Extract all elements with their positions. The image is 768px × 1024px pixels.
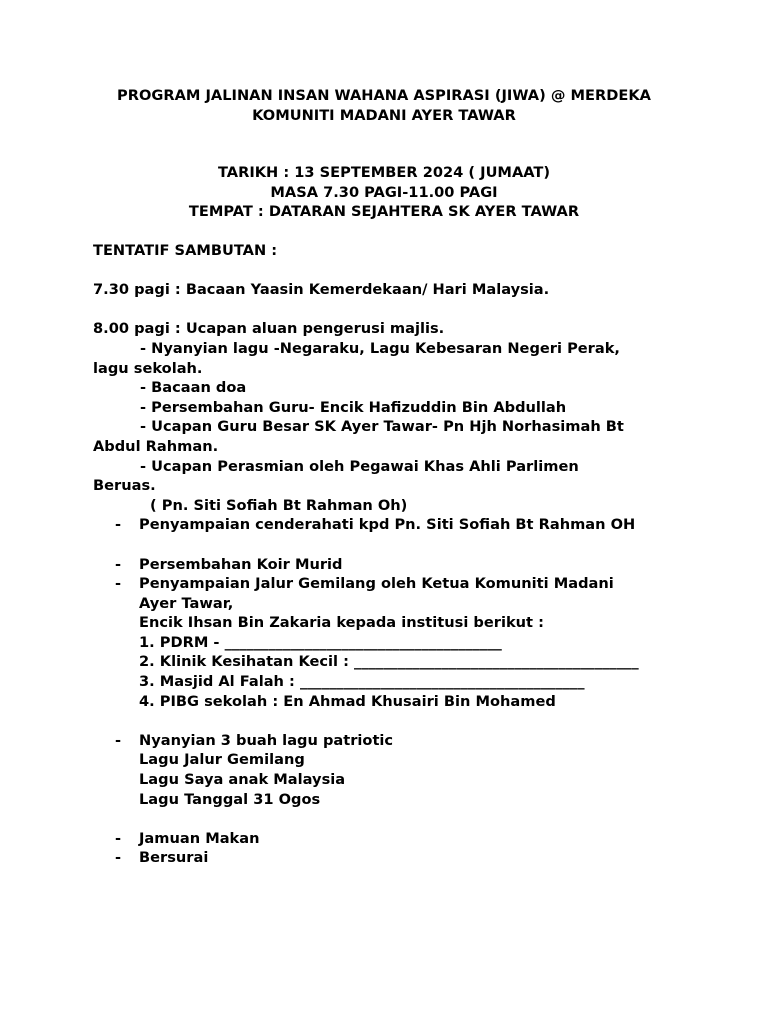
program-item-730: 7.30 pagi : Bacaan Yaasin Kemerdekaan/ Hari Malaysia.: [93, 281, 550, 299]
list-item-koir: [93, 555, 693, 575]
spacer: [93, 711, 693, 731]
bullet-dash: -: [115, 516, 122, 534]
sub-item-anthem: - Nyanyian lagu -Negaraku, Lagu Kebesaran Negeri Perak,: [140, 339, 620, 357]
event-venue: TEMPAT : DATARAN SEJAHTERA SK AYER TAWAR: [188, 203, 580, 221]
spacer: [93, 535, 693, 555]
spacer: [93, 261, 693, 281]
song-saya-anak-malaysia: Lagu Saya anak Malaysia: [139, 771, 346, 789]
institution-pdrm: 1. PDRM - ______________________________________: [139, 633, 502, 651]
event-date: TARIKH : 13 SEPTEMBER 2024 ( JUMAAT): [217, 164, 551, 181]
list-item-text: Penyampaian Jalur Gemilang oleh Ketua Komuniti Madani: [139, 575, 614, 593]
program-body: [93, 241, 693, 868]
document-title: [0, 86, 768, 125]
bullet-dash: -: [115, 829, 122, 847]
list-item-jalur-gemilang: [93, 574, 693, 594]
list-item-text: Penyampaian cenderahati kpd Pn. Siti Sofiah Bt Rahman OH: [139, 516, 636, 534]
institution-pibg: 4. PIBG sekolah : En Ahmad Khusairi Bin Mohamed: [139, 692, 556, 710]
event-details: [0, 163, 768, 222]
institution-klinik: 2. Klinik Kesihatan Kecil : _______________________________________: [139, 653, 639, 671]
sub-item-guru-besar: - Ucapan Guru Besar SK Ayer Tawar- Pn Hjh Norhasimah Bt: [140, 418, 624, 436]
bullet-dash: -: [115, 849, 122, 867]
list-item-cenderahati: [93, 515, 693, 535]
bullet-dash: -: [115, 731, 122, 749]
spacer: [93, 300, 693, 320]
sub-item-anthem-cont: lagu sekolah.: [93, 359, 203, 377]
event-time: MASA 7.30 PAGI-11.00 PAGI: [270, 183, 498, 201]
sub-item-guru-besar-cont: Abdul Rahman.: [93, 437, 219, 455]
list-item-nyanyian: [93, 731, 693, 751]
list-item-bersurai: [93, 848, 693, 868]
list-item-text: Persembahan Koir Murid: [139, 555, 343, 573]
program-item-800: 8.00 pagi : Ucapan aluan pengerusi majlis.: [93, 320, 445, 338]
title-line-1: PROGRAM JALINAN INSAN WAHANA ASPIRASI (JIWA) @ MERDEKA: [117, 87, 651, 104]
bullet-dash: -: [115, 555, 122, 573]
title-line-2: KOMUNITI MADANI AYER TAWAR: [252, 106, 516, 124]
list-item-text: Nyanyian 3 buah lagu patriotic: [139, 731, 394, 749]
list-item-jamuan: [93, 829, 693, 849]
institution-masjid: 3. Masjid Al Falah : _______________________________________: [139, 673, 585, 691]
bullet-dash: -: [115, 575, 122, 593]
song-jalur-gemilang: Lagu Jalur Gemilang: [139, 751, 305, 769]
song-tanggal-31-ogos: Lagu Tanggal 31 Ogos: [139, 790, 321, 808]
sub-item-perasmian-cont: Beruas.: [93, 477, 156, 495]
program-heading: TENTATIF SAMBUTAN :: [93, 242, 278, 259]
list-item-text: Jamuan Makan: [139, 829, 260, 847]
sub-item-perasmian-name: ( Pn. Siti Sofiah Bt Rahman Oh): [150, 496, 408, 514]
list-item-text: Bersurai: [139, 849, 209, 867]
spacer: [93, 809, 693, 829]
list-item-cont: Encik Ihsan Bin Zakaria kepada institusi berikut :: [139, 614, 544, 632]
sub-item-doa: - Bacaan doa: [140, 379, 247, 397]
sub-item-guru: - Persembahan Guru- Encik Hafizuddin Bin Abdullah: [140, 398, 567, 416]
list-item-cont: Ayer Tawar,: [139, 594, 234, 612]
sub-item-perasmian: - Ucapan Perasmian oleh Pegawai Khas Ahli Parlimen: [140, 457, 579, 475]
